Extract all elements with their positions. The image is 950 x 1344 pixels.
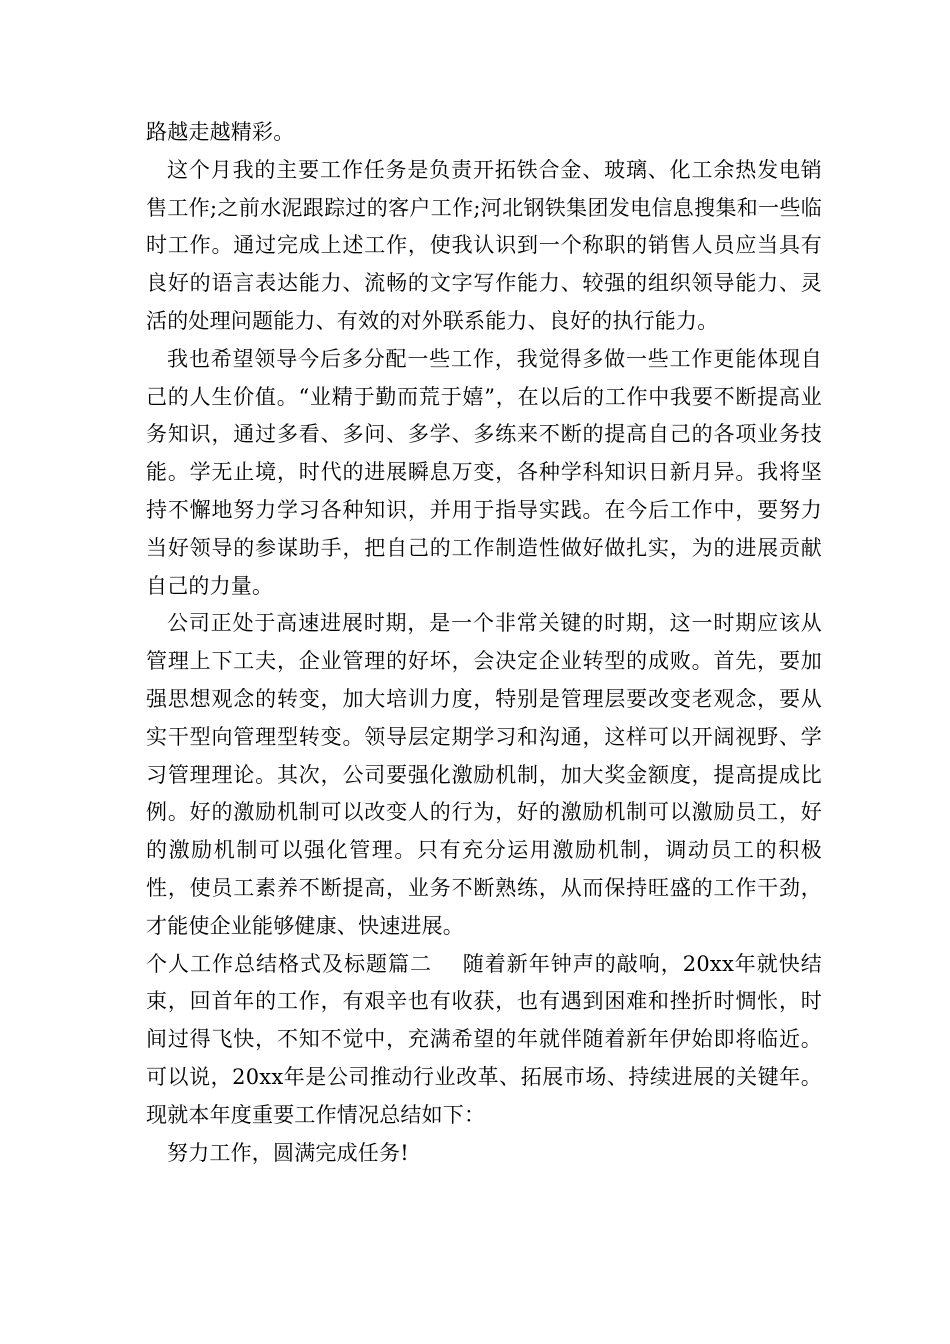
- paragraph-continuation: 路越走越精彩。: [146, 120, 295, 144]
- paragraph-section-two: [146, 946, 822, 1135]
- section-heading: 个人工作总结格式及标题篇二: [146, 951, 432, 976]
- paragraph-hopes: 我也希望领导今后多分配一些工作，我觉得多做一些工作更能体现自己的人生价值。“业精于勤而荒于嬉”，在以后的工作中我要不断提高业务知识，通过多看、多问、多学、多练来不断的提高自己的各项业务技能。学无止境，时代的进展瞬息万变，各种学科知识日新月异。我将坚持不懈地努力学习各种知识，并用于指导实践。在今后工作中，要努力当好领导的参谋助手，把自己的工作制造性做好做扎实，为的进展贡献自己的力量。: [146, 346, 822, 598]
- paragraph-final: 努力工作，圆满完成任务!: [167, 1140, 409, 1165]
- paragraph-work-tasks: 这个月我的主要工作任务是负责开拓铁合金、玻璃、化工余热发电销售工作;之前水泥跟踪过的客户工作;河北钢铁集团发电信息搜集和一些临时工作。通过完成上述工作，使我认识到一个称职的销售人员应当具有良好的语言表达能力、流畅的文字写作能力、较强的组织领导能力、灵活的处理问题能力、有效的对外联系能力、良好的执行能力。: [146, 157, 822, 333]
- section-body: 随着新年钟声的敲响，20xx年就快结束，回首年的工作，有艰辛也有收获，也有遇到困难和挫折时惆怅，时间过得飞快，不知不觉中，充满希望的年就伴随着新年伊始即将临近。可以说，20xx年是公司推动行业改革、拓展市场、持续进展的关键年。现就本年度重要工作情况总结如下：: [146, 951, 822, 1127]
- paragraph-company-management: 公司正处于高速进展时期，是一个非常关键的时期，这一时期应该从管理上下工夫，企业管理的好坏，会决定企业转型的成败。首先，要加强思想观念的转变，加大培训力度，特别是管理层要改变老观念，要从实干型向管理型转变。领导层定期学习和沟通，这样可以开阔视野、学习管理理论。其次，公司要强化激励机制，加大奖金额度，提高提成比例。好的激励机制可以改变人的行为，好的激励机制可以激励员工，好的激励机制可以强化管理。只有充分运用激励机制，调动员工的积极性，使员工素养不断提高，业务不断熟练，从而保持旺盛的工作干劲，才能使企业能够健康、快速进展。: [146, 611, 822, 938]
- document-body: [146, 114, 822, 1172]
